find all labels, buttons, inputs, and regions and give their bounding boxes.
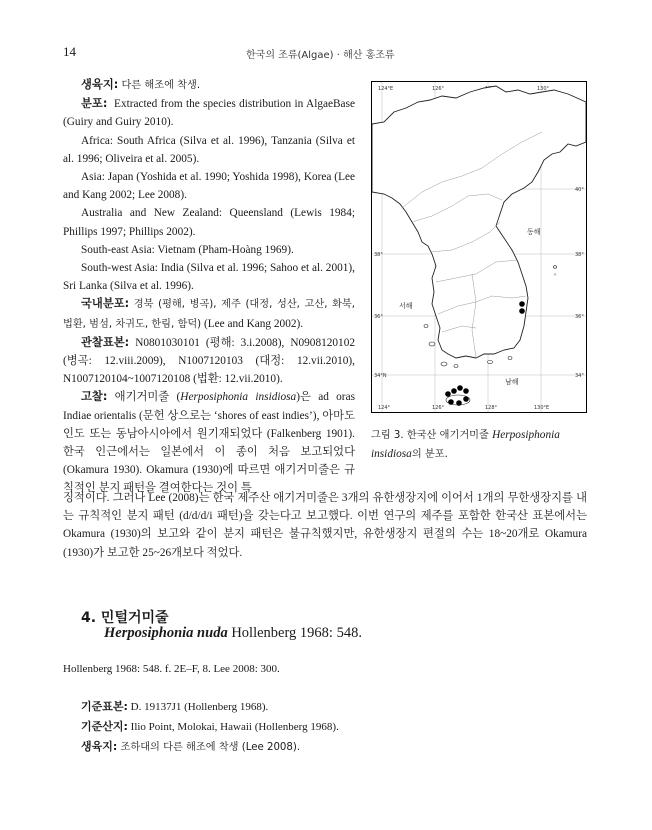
south-sea-label: 남해 <box>505 378 519 386</box>
lat-left-4: 36° <box>374 314 383 320</box>
point-beophwan <box>456 400 462 406</box>
distribution-map <box>371 81 587 413</box>
point-jeju-4 <box>448 399 454 405</box>
running-title: 한국의 조류(Algae) · 해산 홍조류 <box>246 50 395 61</box>
type-text: D. 19137J1 (Hollenberg 1968). <box>127 701 269 713</box>
lat-left-3: 38° <box>374 252 383 258</box>
point-jeju-1 <box>451 388 457 394</box>
asia-line: Asia: Japan (Yoshida et al. 1990; Yoshida 1998), Korea (Lee and Kang 2002; Lee 2008). <box>63 171 355 202</box>
lat-right-3: 38° <box>575 252 584 258</box>
section-authority: Hollenberg 1968: 548. <box>227 625 362 641</box>
distribution-text: Extracted from the species distribution in AlgaeBase (Guiry and Guiry 2010). <box>63 98 355 129</box>
page-number: 14 <box>63 44 76 59</box>
species-details <box>81 697 581 758</box>
specimens-line <box>63 334 355 389</box>
lat-right-5: 34° <box>575 373 584 379</box>
west-sea-label: 서해 <box>399 302 413 310</box>
africa-line: Africa: South Africa (Silva et al. 1996), Tanzania (Silva et al. 1996; Oliveira et al. 2005). <box>63 134 355 165</box>
lon-bottom-1: 124° <box>378 405 391 411</box>
locality-text: Ilio Point, Molokai, Hawaii (Hollenberg 1968). <box>127 721 339 733</box>
point-byeonggok <box>519 308 525 314</box>
habitat-text-2: 조하대의 다른 해조에 착생 (Lee 2008). <box>117 742 301 753</box>
east-sea-label: 동해 <box>527 228 541 236</box>
korea-dist-label: 국내분포: <box>81 297 130 311</box>
section-species-heading <box>104 625 362 642</box>
korea-landmass <box>372 86 586 358</box>
australia-line: Australia and New Zealand: Queensland (Lewis 1984; Phillips 1997; Phillips 2002). <box>63 207 355 238</box>
lon-top-2: 126° <box>432 86 445 92</box>
lon-bottom-4: 130°E <box>534 405 550 411</box>
figure-caption <box>371 426 587 464</box>
caption-suffix: 의 분포. <box>411 449 448 460</box>
locality-label: 기준산지: <box>81 720 128 733</box>
lon-top-4: 130° <box>537 86 550 92</box>
habitat-label: 생육지: <box>81 78 119 91</box>
habitat-text: 다른 해조에 착생. <box>118 80 201 91</box>
caption-species: Herposiphonia insidiosa <box>371 429 560 460</box>
reference-line: Hollenberg 1968: 548. f. 2E–F, 8. Lee 2008: 300. <box>63 663 280 675</box>
remark-a: 애기거미줄 ( <box>107 391 181 404</box>
wide-paragraph <box>63 489 587 562</box>
caption-prefix: 그림 3. 한국산 애기거미줄 <box>371 430 493 441</box>
remark-b: )은 ad oras Indiae orientalis (문헌 상으로는 ‘shores of east indies’), 아마도 인도 또는 동남아시아에서 원기재되었다 (Falkenberg 1901). 한국 인근에서는 일본에서 이 종이 처음 보고되었다 (Okamura 1930). Okamura (1930)에 따르면 애기거미줄은 규칙적인 분지 패턴을 결여한다는 것이 특 <box>63 391 355 495</box>
type-specimen-line <box>81 697 581 717</box>
point-jeju-3 <box>463 388 469 394</box>
habitat-line-2 <box>81 737 581 758</box>
korea-distribution-line <box>63 295 355 333</box>
korea-dist-ref: (Lee and Kang 2002). <box>201 317 304 330</box>
sw-asia-line: South-west Asia: India (Silva et al. 1996; Sahoo et al. 2001), Sri Lanka (Silva et al. 1996). <box>63 262 355 293</box>
point-jeju-2 <box>457 385 463 391</box>
type-locality-line <box>81 717 581 737</box>
korea-dist-ko: 경북 (평해, 병곡), 제주 (대정, 성산, 고산, 화북, 법환, 범섬, 차귀도, 한림, 함덕) <box>63 299 355 330</box>
specimens-label: 관찰표본: <box>81 335 130 349</box>
distribution-label: 분포: <box>81 97 108 111</box>
habitat-label-2: 생육지: <box>81 740 118 753</box>
lon-bottom-3: 128° <box>485 405 498 411</box>
wide-text: 징적이다. 그러나 Lee (2008)는 한국 제주산 애기거미줄은 3개의 유한생장지에 이어서 1개의 무한생장지를 내는 규칙적인 분지 패턴 (d/d/d/i 패턴)을 갖는다고 보고했다. 이번 연구의 제주를 포함한 한국산 표본에서는 Okamura (1930)의 보고와 같이 분지 패턴은 불규칙했지만, 유한생장지 편절의 수는 18~20개로 Okamura (1930)가 보고한 25~26개보다 적었다. <box>63 492 587 559</box>
island-label: ㅈ <box>553 272 557 277</box>
left-column-text <box>63 76 355 498</box>
distribution-line <box>63 95 355 131</box>
korea-map-svg <box>372 82 586 412</box>
point-daejeong <box>445 391 451 397</box>
lon-bottom-2: 126° <box>432 405 445 411</box>
habitat-line <box>63 76 355 95</box>
lat-right-4: 36° <box>575 314 584 320</box>
point-pyeonghae <box>519 301 525 307</box>
lat-left-5: 34°N <box>374 373 387 379</box>
remark-line <box>63 388 355 497</box>
section-species: Herposiphonia nuda <box>104 625 228 641</box>
specimens-text: N0801030101 (평해: 3.i.2008), N0908120102 (병곡: 12.viii.2009), N1007120103 (대정: 12.vii.2010), N1007120104~1007120108 (법환: 12.vii.2010). <box>63 336 355 386</box>
remark-species: Herposiphonia insidiosa <box>180 391 297 404</box>
type-label: 기준표본: <box>81 700 128 713</box>
remark-label: 고찰: <box>81 390 108 404</box>
section-heading: 4. 민털거미줄 <box>81 610 169 626</box>
lon-top-1: 124°E <box>378 86 394 92</box>
point-jeju-5 <box>463 396 469 402</box>
lat-right-2: 40° <box>575 187 584 193</box>
se-asia-line: South-east Asia: Vietnam (Pham-Hoàng 1969). <box>81 243 294 256</box>
